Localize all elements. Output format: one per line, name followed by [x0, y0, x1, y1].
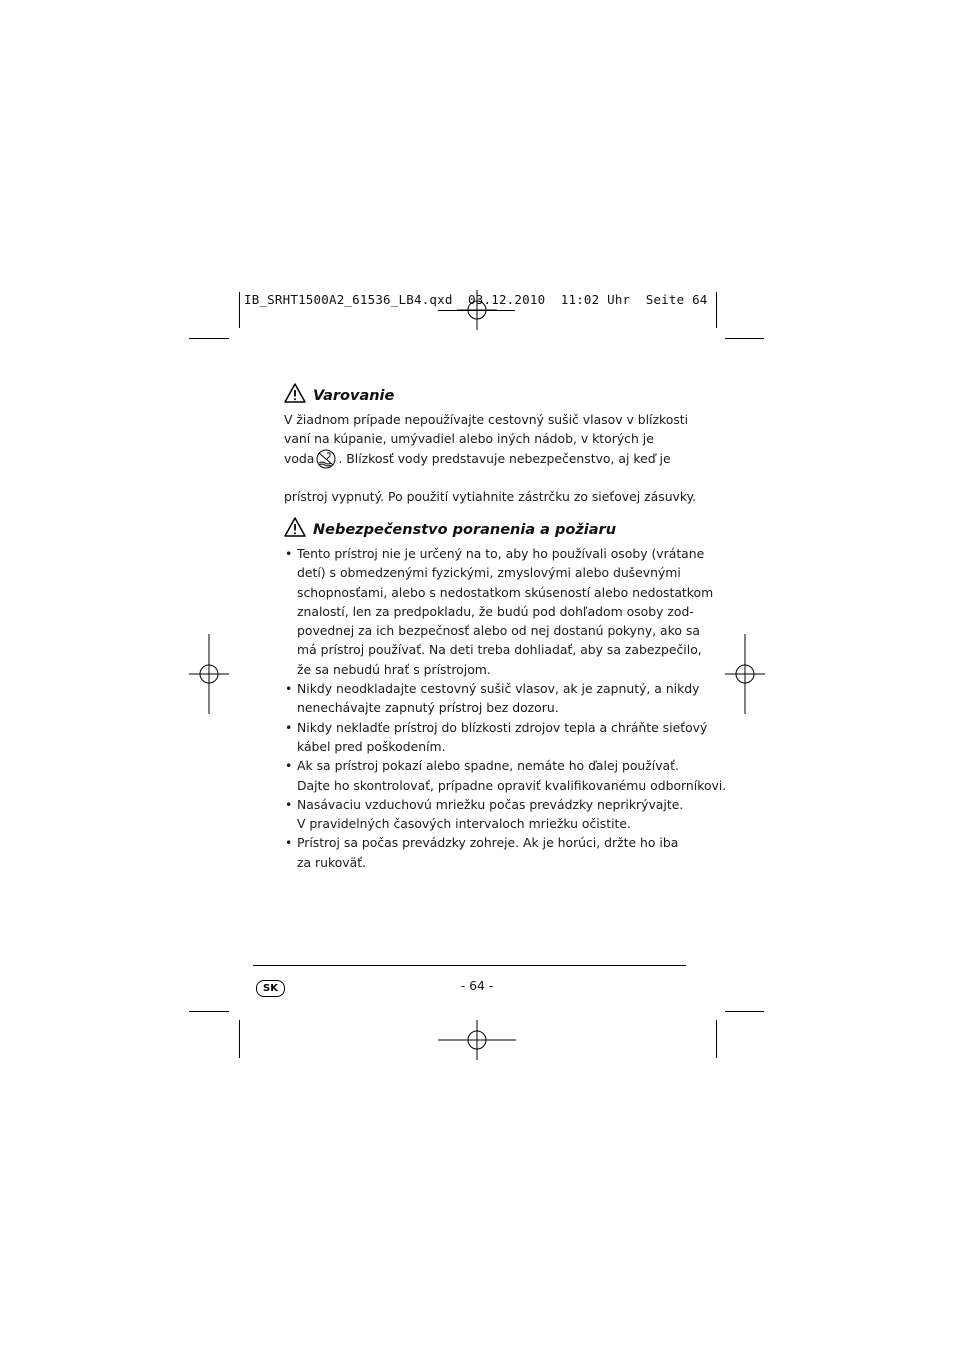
list-item — [284, 795, 726, 834]
text-line: má prístroj používať. Na deti treba dohliadať, aby sa zabezpečilo, — [297, 642, 702, 658]
text-line: Tento prístroj nie je určený na to, aby ho používali osoby (vrátane — [297, 546, 705, 561]
crop-mark — [716, 292, 717, 328]
text-line: Nikdy neodkladajte cestovný sušič vlasov, ak je zapnutý, a nikdy — [297, 681, 700, 697]
crop-mark — [725, 338, 764, 339]
text-line: vaní na kúpanie, umývadiel alebo iných nádob, v ktorých je — [284, 431, 654, 447]
text-line: V žiadnom prípade nepoužívajte cestovný sušič vlasov v blízkosti — [284, 412, 689, 427]
bullet-list — [284, 544, 726, 872]
bullet-symbol: • — [285, 546, 293, 561]
text-line: povednej za ich bezpečnosť alebo od nej dostanú pokyny, ako sa — [297, 623, 700, 639]
print-slug: IB_SRHT1500A2_61536_LB4.qxd 03.12.2010 11:02 Uhr Seite 64 — [244, 292, 708, 307]
text-line: Prístroj sa počas prevádzky zohreje. Ak je horúci, držte ho iba — [297, 835, 679, 851]
text-fragment: voda — [284, 450, 315, 466]
crop-mark — [725, 1011, 764, 1012]
page-number: - 64 - — [460, 978, 494, 993]
text-line: že sa nebudú hrať s prístrojom. — [297, 661, 491, 677]
section-heading-warning — [284, 388, 394, 404]
list-item — [284, 679, 726, 718]
text-line: V pravidelných časových intervaloch mriežku očistite. — [297, 816, 631, 832]
footer-rule — [253, 965, 686, 966]
registration-mark-bottom — [438, 1020, 516, 1060]
text-fragment: . Blízkosť vody predstavuje nebezpečenstvo, aj keď je — [338, 450, 671, 466]
warning-paragraph — [284, 410, 688, 469]
language-badge: SK — [256, 980, 285, 997]
text-line: Dajte ho skontrolovať, prípadne opraviť kvalifikovanému odborníkovi. — [297, 777, 727, 793]
warning-triangle-icon — [284, 517, 306, 537]
text-line: za rukoväť. — [297, 854, 367, 870]
list-item — [284, 544, 726, 679]
bullet-symbol: • — [285, 758, 293, 774]
no-water-icon — [315, 449, 337, 469]
list-item — [284, 756, 726, 795]
text-line — [284, 449, 688, 469]
bullet-symbol: • — [285, 835, 293, 851]
crop-mark — [239, 1020, 240, 1058]
crop-mark — [239, 292, 240, 328]
text-line: prístroj vypnutý. Po použití vytiahnite zástrčku zo sieťovej zásuvky. — [284, 489, 697, 504]
bullet-symbol: • — [285, 681, 293, 697]
registration-mark-top — [457, 290, 497, 330]
crop-mark — [189, 338, 229, 339]
text-line: schopnosťami, alebo s nedostatkom skúseností alebo nedostatkom — [297, 584, 714, 600]
list-item — [284, 833, 726, 872]
heading-text: Varovanie — [313, 388, 395, 404]
bullet-symbol: • — [285, 719, 293, 735]
crop-mark — [189, 1011, 229, 1012]
crop-mark — [716, 1020, 717, 1058]
text-line: kábel pred poškodením. — [297, 738, 446, 754]
heading-text: Nebezpečenstvo poranenia a požiaru — [313, 522, 617, 538]
section-heading-injury-fire — [284, 522, 616, 538]
text-line: znalostí, len za predpokladu, že budú pod dohľadom osoby zod- — [297, 603, 694, 619]
text-line: Nasávaciu vzduchovú mriežku počas prevádzky neprikrývajte. — [297, 796, 684, 812]
list-item — [284, 718, 726, 757]
text-line: Ak sa prístroj pokazí alebo spadne, nemáte ho ďalej používať. — [297, 758, 679, 774]
text-line: Nikdy nekladťe prístroj do blízkosti zdrojov tepla a chráňte sieťový — [297, 719, 708, 735]
text-line: nenechávajte zapnutý prístroj bez dozoru. — [297, 700, 559, 716]
warning-triangle-icon — [284, 383, 306, 403]
text-line: detí) s obmedzenými fyzickými, zmyslovými alebo duševnými — [297, 565, 681, 581]
registration-mark-left — [189, 634, 229, 714]
bullet-symbol: • — [285, 796, 293, 812]
registration-mark-right — [725, 634, 765, 714]
